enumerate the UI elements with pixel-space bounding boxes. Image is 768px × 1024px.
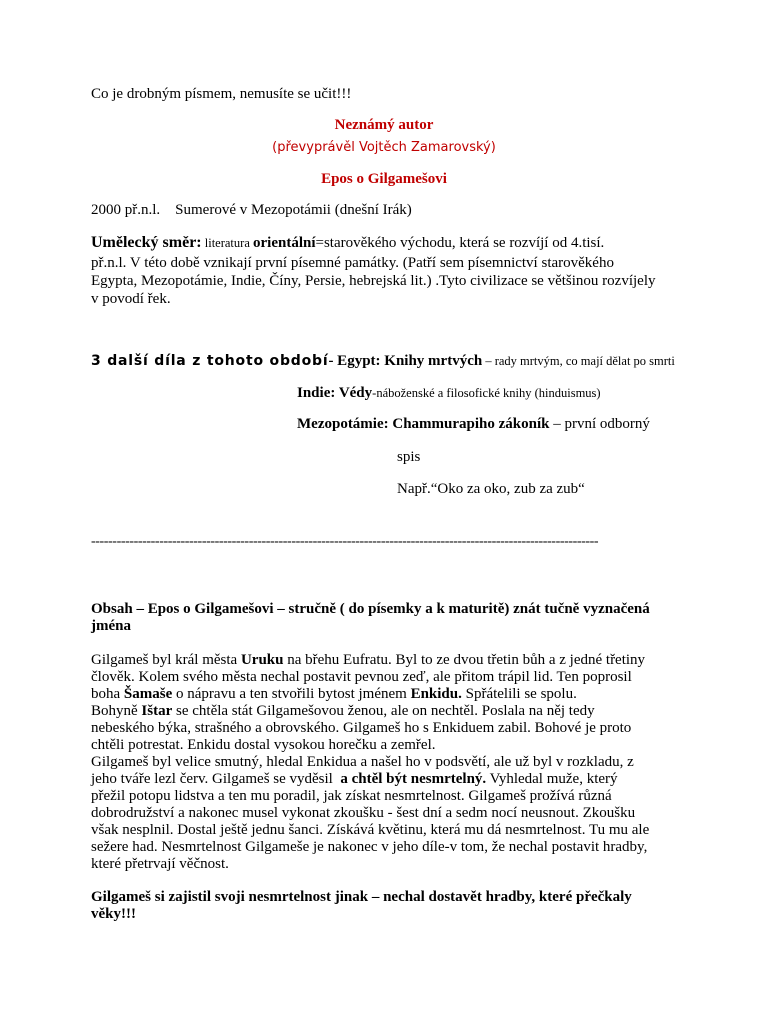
story-line-7: Gilgameš byl velice smutný, hledal Enkidua a našel ho v podsvětí, ale už byl v rozkladu, z — [91, 754, 634, 770]
works-line-india — [297, 385, 601, 402]
style-lit: literatura — [201, 236, 253, 250]
style-line-2: př.n.l. V této době vznikají první písemné památky. (Patří sem písemnictví starověkého — [91, 255, 614, 271]
story-line-3 — [91, 686, 577, 703]
name-samas: Šamaše — [123, 686, 173, 702]
hammurabi-quote: Např.“Oko za oko, zub za zub“ — [397, 481, 585, 497]
name-enkidu: Enkidu. — [410, 686, 462, 702]
works-line-egypt — [91, 353, 675, 370]
meso-desc: – první odborný — [549, 416, 650, 432]
india-desc: -náboženské a filosofické knihy (hinduismus) — [372, 386, 601, 400]
egypt-desc: – rady mrtvým, co mají dělat po smrti — [482, 354, 675, 368]
style-line-3: Egypta, Mezopotámie, Indie, Číny, Persie, hebrejská lit.) .Tyto civilizace se většinou rozvíjely — [91, 273, 656, 289]
story-line-11: však nesplnil. Dostal ještě jednu šanci. Získává květinu, která mu dá nesmrtelnost. Tu mu ale — [91, 822, 650, 838]
story-text: Vyhledal muže, který — [486, 771, 618, 787]
story-text: Bohyně — [91, 703, 142, 719]
reteller: (převyprávěl Vojtěch Zamarovský) — [272, 140, 496, 155]
wish-immortal: a chtěl být nesmrtelný. — [340, 771, 487, 787]
story-line-4 — [91, 703, 595, 720]
works-heading: 3 další díla z tohoto období — [91, 353, 329, 369]
name-istar: Ištar — [141, 703, 173, 719]
style-orient: orientální — [253, 235, 316, 251]
story-line-10: dobrodružství a nakonec musel vykonat zkoušku - šest dní a sedm nocí neusnout. Zkoušku — [91, 805, 636, 821]
story-line-6: chtěli potrestat. Enkidu dostal vysokou horečku a zemřel. — [91, 737, 436, 753]
story-line-1 — [91, 652, 645, 669]
separator-line: ----------------------------------------------------------------------------------------------------------------------- — [91, 534, 599, 549]
story-text: Gilgameš byl král města — [91, 652, 241, 668]
content-heading-1: Obsah – Epos o Gilgamešovi – stručně ( do písemky a k maturitě) znát tučně vyznačená — [91, 601, 650, 617]
story-text: o nápravu a ten stvořili bytost jménem — [172, 686, 411, 702]
content-heading-2: jména — [91, 618, 131, 634]
conclusion-line-1: Gilgameš si zajistil svoji nesmrtelnost jinak – nechal dostavět hradby, které přečkaly — [91, 889, 632, 905]
story-line-8 — [91, 771, 618, 788]
intro-note: Co je drobným písmem, nemusíte se učit!!! — [91, 86, 352, 102]
style-line-4: v povodí řek. — [91, 291, 171, 307]
style-label: Umělecký směr: — [91, 234, 202, 251]
name-uruk: Uruku — [240, 652, 284, 668]
story-line-2: člověk. Kolem svého města nechal postavit pevnou zeď, ale přitom trápil lid. Ten poprosil — [91, 669, 632, 685]
date-line: 2000 př.n.l. Sumerové v Mezopotámii (dnešní Irák) — [91, 202, 412, 218]
story-text: jeho tváře lezl červ. Gilgameš se vyděsil — [91, 771, 341, 787]
story-line-13: které přetrvají věčnost. — [91, 856, 229, 872]
style-rest: =starověkého východu, která se rozvíjí od 4.tisí. — [315, 235, 605, 251]
egypt-title: Knihy mrtvých — [384, 353, 483, 369]
story-text: na břehu Eufratu. Byl to ze dvou třetin bůh a z jedné třetiny — [283, 652, 646, 668]
title: Epos o Gilgamešovi — [321, 171, 447, 187]
meso-label: Mezopotámie: Chammurapiho zákoník — [297, 416, 550, 432]
india-label: Indie: Védy — [297, 385, 373, 401]
story-line-9: přežil potopu lidstva a ten mu poradil, jak získat nesmrtelnost. Gilgameš prožívá různá — [91, 788, 612, 804]
author: Neznámý autor — [334, 117, 434, 133]
meso-desc-cont: spis — [397, 449, 421, 465]
story-text: se chtěla stát Gilgamešovou ženou, ale on nechtěl. Poslala na něj tedy — [172, 703, 595, 719]
story-line-12: sežere had. Nesmrtelnost Gilgameše je nakonec v jeho díle-v tom, že nechal postavit hradby, — [91, 839, 648, 855]
conclusion-line-2: věky!!! — [91, 906, 136, 922]
egypt-label: - Egypt: — [328, 353, 385, 369]
story-text: Spřátelili se spolu. — [461, 686, 577, 702]
story-text: boha — [91, 686, 124, 702]
works-line-meso — [297, 416, 650, 433]
story-line-5: nebeského býka, strašného a obrovského. Gilgameš ho s Enkiduem zabil. Bohové je proto — [91, 720, 632, 736]
style-line-1 — [91, 234, 604, 252]
